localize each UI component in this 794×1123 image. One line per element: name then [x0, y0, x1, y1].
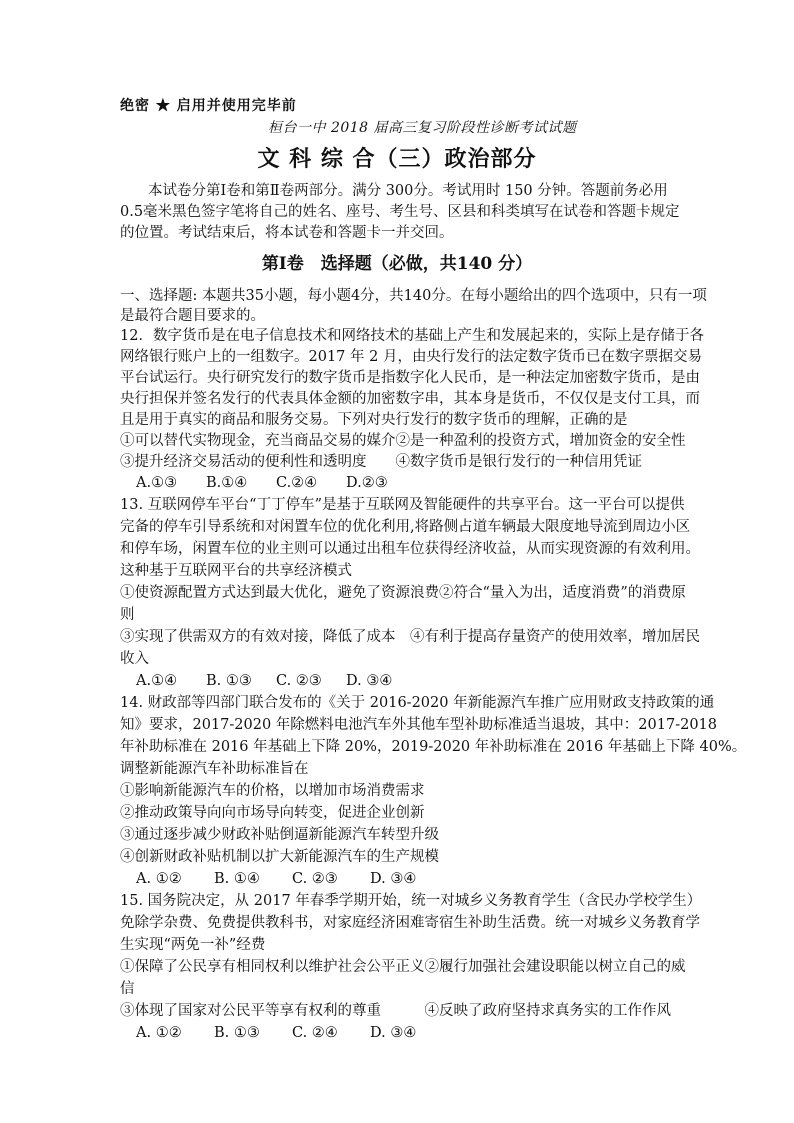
q12-option-a[interactable]: A.①③	[136, 475, 178, 491]
q14-option-a[interactable]: A. ①②	[136, 871, 182, 887]
q14-option-d[interactable]: D. ③④	[370, 871, 417, 887]
q15-line: 生实现“两免一补”经费	[120, 937, 266, 953]
instruction-line: 一、选择题: 本题共35小题，每小题4分，共140分。在每小题给出的四个选项中，只有一项	[120, 288, 707, 304]
q12-option-d[interactable]: D.②③	[346, 475, 388, 491]
q13-line: 和停车场，闲置车位的业主则可以通过出租车位获得经济收益，从而实现资源的有效利用。	[120, 541, 700, 557]
q12-line: ①可以替代实物现金，充当商品交易的媒介②是一种盈利的投资方式，增加资金的安全性	[120, 433, 686, 449]
q15-line: ③体现了国家对公民平等享有权利的尊重 ④反映了政府坚持求真务实的工作作风	[120, 1003, 671, 1019]
q13-line: 完备的停车引导系统和对闲置车位的优化利用,将路侧占道车辆最大限度地导流到周边小区	[120, 519, 691, 535]
q14-line: ④创新财政补贴机制以扩大新能源汽车的生产规模	[120, 849, 439, 865]
q13-option-b[interactable]: B. ①③	[206, 673, 252, 689]
q14-line: ①影响新能源汽车的价格，以增加市场消费需求	[120, 783, 425, 799]
q13-line: 收入	[120, 651, 149, 667]
q12-line: 平台试运行。央行研究发行的数字货币是指数字化人民币，是一种法定加密数字货币，是由	[120, 370, 700, 386]
q15-line: 15. 国务院决定，从 2017 年春季学期开始，统一对城乡义务教育学生（含民办学校学生）	[120, 893, 702, 909]
q14-line: ③通过逐步减少财政补贴倒逼新能源汽车转型升级	[120, 827, 439, 843]
q13-option-c[interactable]: C. ②③	[276, 673, 322, 689]
q15-line: 信	[120, 981, 135, 997]
q14-line: 知》要求，2017-2020 年除燃料电池汽车外其他车型补助标准适当退坡，其中：2017-2018	[120, 717, 718, 733]
school-exam-name: 桓台一中 2018 届高三复习阶段性诊断考试试题	[268, 120, 577, 136]
q15-option-b[interactable]: B. ①③	[214, 1025, 260, 1041]
q13-options	[136, 671, 416, 691]
exam-intro: 本试卷分第Ⅰ卷和第Ⅱ卷两部分。满分 300分。考试用时 150 分钟。答题前务必用0.5毫米黑色签字笔将自己的姓名、座号、考生号、区县和科类填写在试卷和答题卡规定的位置。考试结束后，将本试卷和答题卡一并交回。	[120, 183, 680, 241]
q15-options	[136, 1023, 448, 1043]
q12-option-c[interactable]: C.②④	[276, 475, 318, 491]
section-title: 第Ⅰ卷 选择题（必做，共140 分）	[261, 254, 533, 274]
q12-line: 网络银行账户上的一组数字。2017 年 2 月，由央行发行的法定数字货币已在数字票据交易	[120, 349, 702, 365]
q14-line: 年补助标准在 2016 年基础上下降 20%，2019-2020 年补助标准在 2016 年基础上下降 40%。	[120, 739, 747, 755]
q14-options	[136, 869, 448, 889]
page-title: 文 科 综 合（三）政治部分	[257, 146, 537, 172]
q15-option-c[interactable]: C. ②④	[292, 1025, 338, 1041]
q14-line: ②推动政策导向向市场导向转变，促进企业创新	[120, 805, 425, 821]
q15-line: 免除学杂费、免费提供教科书，对家庭经济困难寄宿生补助生活费。统一对城乡义务教育学	[120, 915, 700, 931]
q13-option-d[interactable]: D. ③④	[346, 673, 393, 689]
q14-line: 调整新能源汽车补助标准旨在	[120, 761, 309, 777]
q12-line: 12．数字货币是在电子信息技术和网络技术的基础上产生和发展起来的，实际上是存储于各	[120, 328, 704, 344]
confidential-notice: 绝密 ★ 启用并使用完毕前	[120, 98, 297, 114]
q15-option-a[interactable]: A. ①②	[136, 1025, 182, 1041]
q12-option-b[interactable]: B.①④	[206, 475, 248, 491]
q13-line: ③实现了供需双方的有效对接，降低了成本 ④有利于提高存量资产的使用效率，增加居民	[120, 629, 700, 645]
q12-line: 且是用于真实的商品和服务交易。下列对央行发行的数字货币的理解，正确的是	[120, 412, 628, 428]
q12-options	[136, 473, 416, 493]
q15-option-d[interactable]: D. ③④	[370, 1025, 417, 1041]
q13-line: ①使资源配置方式达到最大优化，避免了资源浪费②符合“量入为出，适度消费”的消费原	[120, 585, 686, 601]
q13-line: 13. 互联网停车平台“丁丁停车”是基于互联网及智能硬件的共享平台。这一平台可以提供	[120, 497, 685, 513]
q12-line: 央行担保并签名发行的代表具体金额的加密数字串，其本身是货币，不仅仅是支付工具，而	[120, 391, 700, 407]
instruction-line: 是最符合题目要求的。	[120, 308, 265, 324]
q13-line: 这种基于互联网平台的共享经济模式	[120, 563, 352, 579]
q14-option-c[interactable]: C. ②③	[292, 871, 338, 887]
q14-option-b[interactable]: B. ①④	[214, 871, 260, 887]
q13-option-a[interactable]: A.①④	[136, 673, 178, 689]
q12-line: ③提升经济交易活动的便利性和透明度 ④数字货币是银行发行的一种信用凭证	[120, 454, 642, 470]
q15-line: ①保障了公民享有相同权利以维护社会公平正义②履行加强社会建设职能以树立自己的威	[120, 959, 686, 975]
q13-line: 则	[120, 607, 135, 623]
q14-line: 14. 财政部等四部门联合发布的《关于 2016-2020 年新能源汽车推广应用财政支持政策的通	[120, 695, 715, 711]
